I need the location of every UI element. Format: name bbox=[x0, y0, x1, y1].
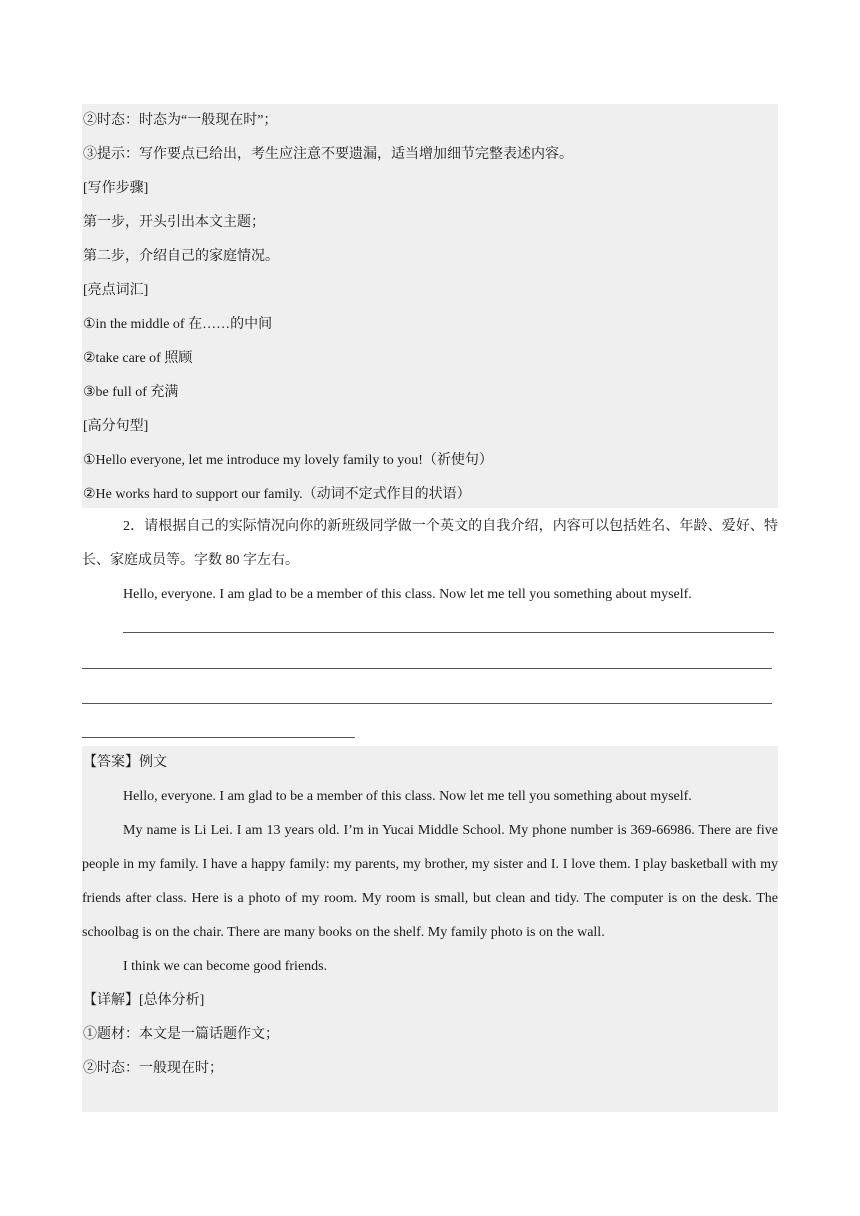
writing-line bbox=[82, 703, 772, 704]
question-block bbox=[82, 510, 778, 612]
step-one: 第一步，开头引出本文主题； bbox=[83, 215, 265, 230]
sentence-item: ①Hello everyone, let me introduce my lovely family to you!（祈使句） bbox=[83, 453, 493, 468]
analysis-item: ①题材：本文是一篇话题作文； bbox=[83, 1027, 279, 1042]
vocab-item: ②take care of 照顾 bbox=[83, 351, 193, 366]
step-two: 第二步，介绍自己的家庭情况。 bbox=[83, 249, 279, 264]
answer-block bbox=[82, 746, 778, 1112]
explanation-block bbox=[82, 104, 778, 508]
answer-closing: I think we can become good friends. bbox=[123, 959, 328, 974]
answer-opening: Hello, everyone. I am glad to be a member of this class. Now let me tell you something about myself. bbox=[123, 789, 692, 804]
steps-heading: [写作步骤] bbox=[83, 181, 149, 196]
sentence-item: ②He works hard to support our family.（动词不定式作目的状语） bbox=[83, 487, 471, 502]
vocab-heading: [亮点词汇] bbox=[83, 283, 149, 298]
question-prompt: 2．请根据自己的实际情况向你的新班级同学做一个英文的自我介绍，内容可以包括姓名、年龄、爱好、特长、家庭成员等。字数 80 字左右。 bbox=[82, 519, 778, 568]
writing-line bbox=[82, 668, 772, 669]
sentence-heading: [高分句型] bbox=[83, 419, 149, 434]
answer-body: My name is Li Lei. I am 13 years old. I’m in Yucai Middle School. My phone number is 369-66986. There are five people in my family. I have a happy family: my parents, my brother, my sister and I. I love them. I play basketball with my friends after class. Here is a photo of my room. My room is small, but clean and tidy. The computer is on the desk. The schoolbag is on the chair. There are many books on the shelf. My family photo is on the wall. bbox=[82, 823, 778, 940]
hint-line: ③提示：写作要点已给出，考生应注意不要遗漏，适当增加细节完整表述内容。 bbox=[83, 147, 573, 162]
writing-line bbox=[123, 632, 774, 633]
vocab-item: ③be full of 充满 bbox=[83, 385, 179, 400]
answer-label: 【答案】例文 bbox=[83, 755, 167, 770]
question-opening: Hello, everyone. I am glad to be a member of this class. Now let me tell you something about myself. bbox=[123, 587, 692, 602]
writing-line bbox=[82, 737, 355, 738]
vocab-item: ①in the middle of 在……的中间 bbox=[83, 317, 273, 332]
analysis-label: 【详解】[总体分析] bbox=[83, 993, 205, 1008]
tense-line: ②时态：时态为“一般现在时”； bbox=[83, 113, 278, 128]
analysis-item: ②时态：一般现在时； bbox=[83, 1061, 223, 1076]
